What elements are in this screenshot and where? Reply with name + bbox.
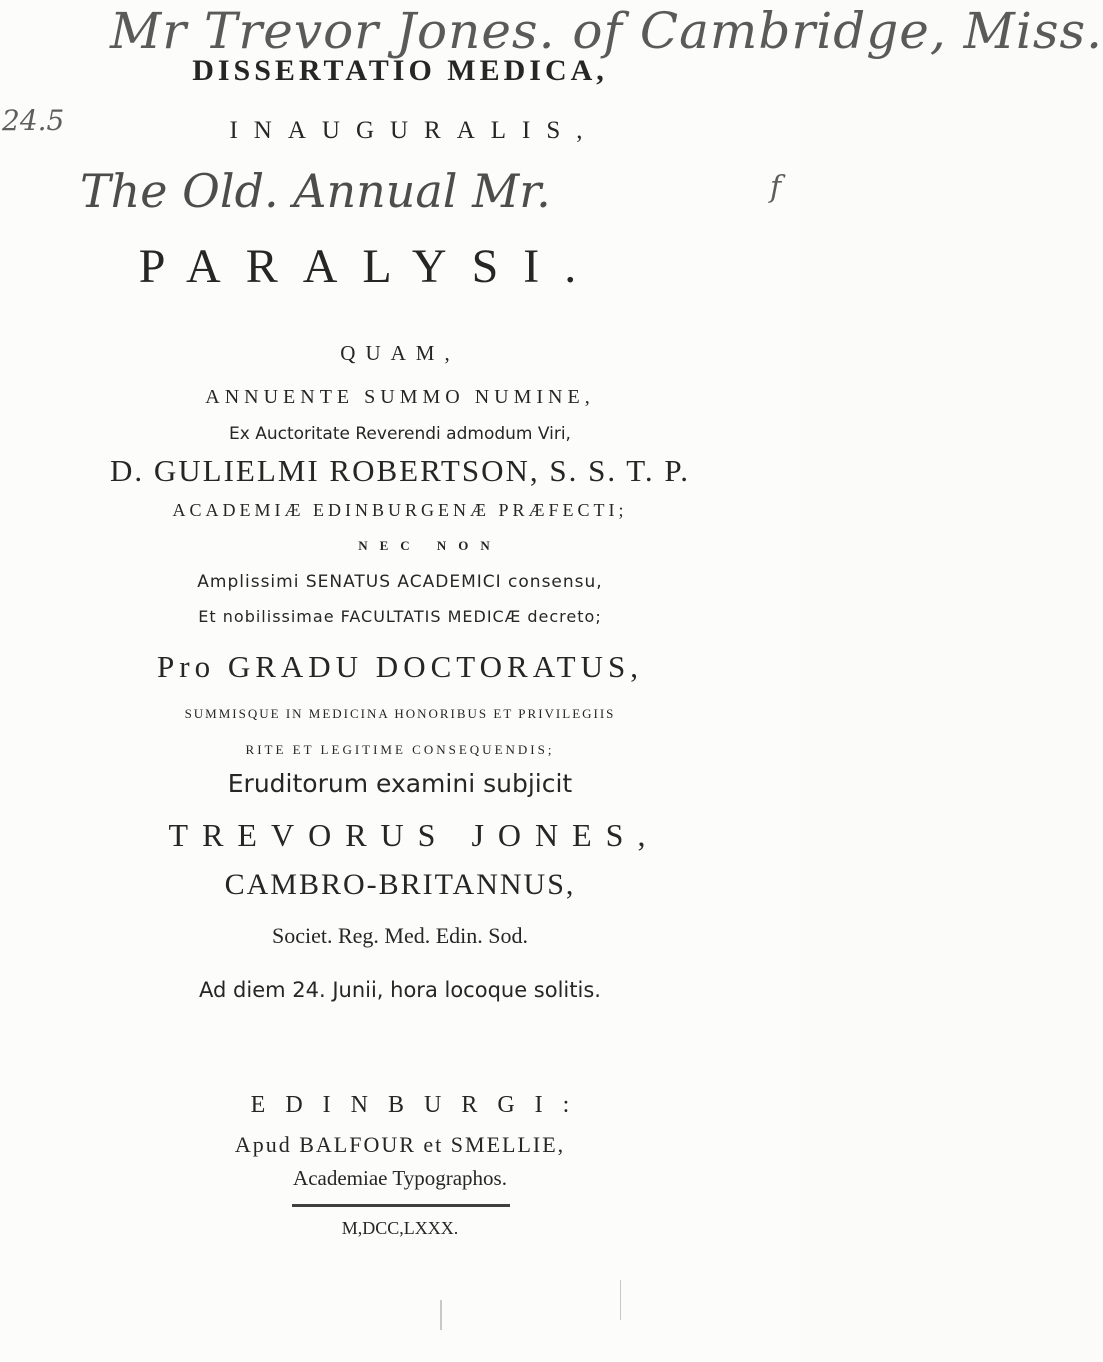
annuente-line: ANNUENTE SUMMO NUMINE, bbox=[205, 386, 595, 408]
bleed-through-mark bbox=[620, 1280, 621, 1320]
auctoritate-line: Ex Auctoritate Reverendi admodum Viri, bbox=[229, 424, 571, 444]
eruditorum-line: Eruditorum examini subjicit bbox=[227, 769, 573, 798]
societ-line: Societ. Reg. Med. Edin. Sod. bbox=[271, 923, 529, 948]
author-name: TREVORUS JONES, bbox=[168, 817, 660, 853]
ad-diem-line: Ad diem 24. Junii, hora locoque solitis. bbox=[199, 978, 601, 1002]
imprint-printers: Apud BALFOUR et SMELLIE, bbox=[234, 1132, 566, 1157]
imprint-year: M,DCC,LXXX. bbox=[341, 1218, 459, 1238]
robertson-line: D. GULIELMI ROBERTSON, S. S. T. P. bbox=[110, 453, 690, 488]
pro-gradu-line: Pro GRADU DOCTORATUS, bbox=[157, 649, 643, 684]
quam-heading: QUAM, bbox=[340, 341, 460, 365]
imprint-rule bbox=[292, 1204, 510, 1207]
nobilissimae-line: Et nobilissimae FACULTATIS MEDICÆ decreto; bbox=[198, 607, 602, 626]
imprint-academiae: Academiae Typographos. bbox=[293, 1166, 507, 1190]
amplissimi-line: Amplissimi SENATUS ACADEMICI consensu, bbox=[197, 572, 603, 592]
title-dissertatio: DISSERTATIO MEDICA, bbox=[192, 54, 608, 87]
bleed-through-mark bbox=[440, 1300, 442, 1330]
handwritten-margin-number: 24.5 bbox=[2, 104, 65, 137]
nec-non-line: NEC NON bbox=[358, 538, 502, 553]
cambro-britannus-line: CAMBRO-BRITANNUS, bbox=[224, 868, 576, 901]
title-paralysi: PARALYSI. bbox=[138, 240, 602, 293]
summisque-line: SUMMISQUE IN MEDICINA HONORIBUS ET PRIVILEGIIS bbox=[184, 706, 616, 721]
academiae-line: ACADEMIÆ EDINBURGENÆ PRÆFECTI; bbox=[172, 500, 628, 520]
handwritten-top-line: Mr Trevor Jones. of Cambridge, Miss. bbox=[110, 2, 1103, 60]
handwritten-second-line: The Old. Annual Mr. bbox=[80, 164, 551, 218]
title-inauguralis: INAUGURALIS, bbox=[229, 117, 599, 144]
imprint-city: EDINBURGI: bbox=[250, 1092, 590, 1118]
handwritten-right-mark: f bbox=[770, 170, 782, 205]
rite-line: RITE ET LEGITIME CONSEQUENDIS; bbox=[245, 742, 555, 757]
